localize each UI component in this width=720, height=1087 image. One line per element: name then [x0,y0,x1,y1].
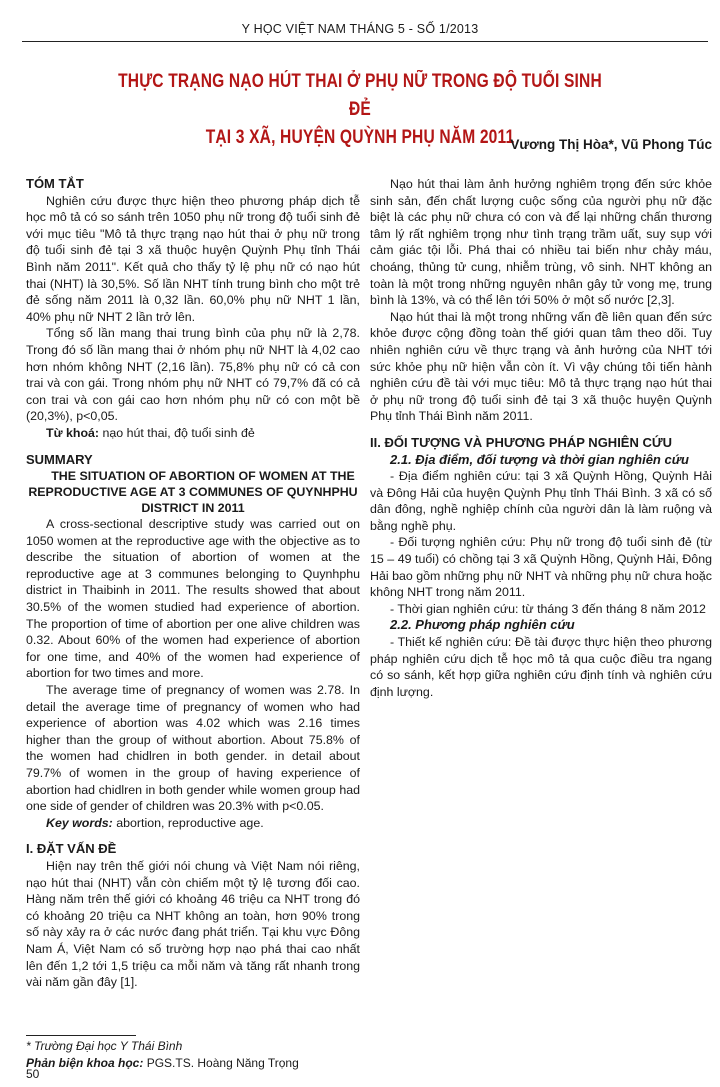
methods-bullet-subjects: - Đối tượng nghiên cứu: Phụ nữ trong độ tuổi sinh đẻ (từ 15 – 49 tuổi) có chồng tại 3 xã Quỳnh Hồng, Quỳnh Hải, Đông Hải bao gồm những phụ nữ NHT và những phụ nữ chưa hoặc không NHT trong năm 2011. [370,535,712,600]
methods-bullet-location: - Địa điểm nghiên cứu: tại 3 xã Quỳnh Hồng, Quỳnh Hải và Đông Hải của huyện Quỳnh Phụ tỉnh Thái Bình. 3 xã có số dân đông, nghề nghiệp chính của người dân là làm ruộng và bằng nghề phụ. [370,469,712,533]
footnote-rule [26,1035,136,1036]
summary-keywords [26,815,360,832]
keywords-vi: nạo hút thai, độ tuổi sinh đẻ [102,425,255,440]
intro-paragraph-3: Nạo hút thai là một trong những vấn đề liên quan đến sức khỏe được cộng đồng toàn thế giới quan tâm theo dõi. Tuy nhiên nghiên cứu về thực trạng và ảnh hưởng của NHT tới sức khỏe phụ nữ hiện vẫn còn ít. Vì vậy chúng tôi tiến hành nghiên cứu đề tài với mục tiêu: Mô tả thực trạng nạo hút thai ở phụ nữ trong độ tuổi sinh đẻ tại 3 xã thuộc huyện Quỳnh Phụ tỉnh Thái Bình năm 2011. [370,309,712,424]
journal-header: Y HỌC VIỆT NAM THÁNG 5 - SỐ 1/2013 [241,22,479,36]
intro-paragraph-1: Hiện nay trên thế giới nói chung và Việt Nam nói riêng, nạo hút thai (NHT) vẫn còn chiếm một tỷ lệ tương đối cao. Hàng năm trên thế giới có khoảng 46 triệu ca NHT trong đó có khoảng 20 triệu ca NHT không an toàn, hơn 90% trong số này xảy ra ở các nước đang phát triển. Tại khu vực Đông Nam Á, Việt Nam có số trường hợp nạo phá thai cao nhất lên đến 1,2 tới 1,5 triệu ca mỗi năm và tăng rất nhanh trong vài năm gần đây [1]. [26,858,360,990]
methods-bullet-design: - Thiết kế nghiên cứu: Đề tài được thực hiện theo phương pháp nghiên cứu dịch tễ học mô tả qua cuộc điều tra ngang có so sánh, kết hợp giữa nghiên cứu định tính và nghiên cứu định lượng. [370,635,712,699]
page-number: 50 [26,1067,40,1081]
summary-paragraph-2: The average time of pregnancy of women was 2.78. In detail the average time of pregnancy of women who had experience of abortion was 4.02 which was 2.16 times higher than the group of without abortion. About 75.8% of the women had chidlren in both gender. in detail about 79.7% of women in the group of having experience of abortion had chidlren in both gender while women group had one side of gender of children was 20.3% with p<0.05. [26,683,360,814]
methods-heading: II. ĐỐI TƯỢNG VÀ PHƯƠNG PHÁP NGHIÊN CỨU [370,434,673,450]
methods-subsection-1: 2.1. Địa điểm, đối tượng và thời gian nghiên cứu [390,451,689,467]
methods-subsection-2: 2.2. Phương pháp nghiên cứu [390,617,575,633]
keywords-vi-label: Từ khoá: [46,425,100,440]
keywords-en: abortion, reproductive age. [116,815,264,830]
footnote-affiliation: * Trường Đại học Y Thái Bình [26,1039,183,1053]
abstract-vi-keywords [26,425,360,442]
reviewer-name: PGS.TS. Hoàng Năng Trọng [146,1056,299,1070]
methods-bullet-time: - Thời gian nghiên cứu: từ tháng 3 đến tháng 8 năm 2012 [390,601,706,616]
abstract-vi-paragraph-2: Tổng số lần mang thai trung bình của phụ nữ là 2,78. Trong đó số lần mang thai ở nhóm phụ nữ NHT là 4,02 cao hơn nhóm không NHT (2,16 lần). 75,8% phụ nữ có cả con trai và con gái. Trong nhóm phụ nữ NHT có 79,7% đã có cả con trai và con gái cao hơn nhóm phụ nữ có con một bề (20,3%), p<0,05. [26,326,360,424]
left-column [26,176,360,991]
footnote-reviewer [26,1056,299,1070]
header-rule [22,41,708,42]
summary-title: THE SITUATION OF ABORTION OF WOMEN AT THE REPRODUCTIVE AGE AT 3 COMMUNES OF QUYNHPHU DISTRICT IN 2011 [28,469,358,516]
right-column [370,176,712,700]
title-line-2: TẠI 3 XÃ, HUYỆN QUỲNH PHỤ NĂM 2011 [205,127,515,148]
intro-heading: I. ĐẶT VẤN ĐỀ [26,841,117,857]
abstract-vi-heading: TÓM TẮT [26,176,84,191]
reviewer-label: Phản biện khoa học: [26,1056,144,1070]
abstract-vi-paragraph-1: Nghiên cứu được thực hiện theo phương pháp dịch tễ học mô tả có so sánh trên 1050 phụ nữ trong độ tuổi sinh đẻ với mục tiêu "Mô tả thực trạng nạo hút thai ở phụ nữ trong độ tuổi sinh đẻ tại 3 xã thuộc huyện Quỳnh Phụ tỉnh Thái Bình năm 2011". Kết quả cho thấy tỷ lệ phụ nữ có nạo hút thai (NHT) là 30,5%. Số lần NHT tính trung bình cho một trẻ đẻ sống năm 2011 là 0,32 lần. 60,0% phụ nữ NHT 1 lần, 40% phụ nữ NHT 2 lần trở lên. [26,193,360,324]
title-line-1: THỰC TRẠNG NẠO HÚT THAI Ở PHỤ NỮ TRONG ĐỘ TUỔI SINH ĐẺ [118,71,602,120]
summary-paragraph-1: A cross-sectional descriptive study was carried out on 1050 women at the reproductive age with the objective as to describe the situation of abortion of women at the reproductive age at 3 communes belonging to Quynhphu district in Thaibinh in 2011. The results showed that about 30.5% of the women studied had experience of abortion. The proportion of time of abortion per one alive children was 0.32. About 60% of the women had experience of abortion for one time, and 40% of the women had experience of abortion for two times and more. [26,517,360,681]
authors: Vương Thị Hòa*, Vũ Phong Túc [510,137,712,152]
summary-heading: SUMMARY [26,451,93,467]
keywords-en-label: Key words: [46,815,113,830]
intro-paragraph-2: Nạo hút thai làm ảnh hưởng nghiêm trọng đến sức khỏe sinh sản, đến chất lượng cuộc sống của người phụ nữ đặc biệt là các phụ nữ chưa có con và để lại những chấn thương tâm lý rất nghiêm trọng như tình trạng trầm uất, suy sụp với cảm giác tội lỗi. Phá thai có nhiều tai biến như chảy máu, choáng, thủng tử cung, nhiễm trùng, vô sinh. NHT không an toàn là một trong những nguyên nhân gây tử vong mẹ, trung bình là 13%, và có thể lên tới 50% ở một số nước [2,3]. [370,177,712,308]
